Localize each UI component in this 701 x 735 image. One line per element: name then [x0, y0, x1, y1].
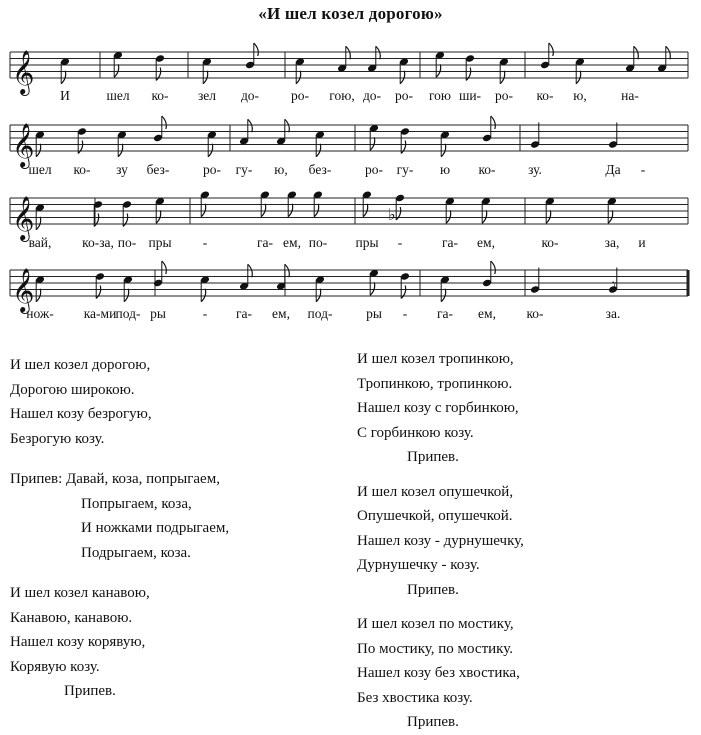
- lyric-syllable: Да: [605, 162, 621, 177]
- note-flag: [316, 289, 321, 302]
- note-flag: [666, 46, 671, 59]
- note-flag: [608, 210, 613, 223]
- note-flag: [114, 64, 119, 77]
- note-flag: [254, 43, 258, 56]
- lyric-syllable: ю: [439, 162, 451, 177]
- note-flag: [78, 141, 83, 154]
- verse-line: Дурнушечку - козу.: [357, 557, 480, 573]
- verse-line: Канавою, канавою.: [10, 609, 133, 626]
- lyric-syllable: -: [202, 306, 208, 321]
- lyrics-line: [0, 306, 701, 326]
- note-flag: [549, 43, 554, 56]
- note-flag: [61, 71, 65, 84]
- lyric-syllable: зу: [116, 162, 128, 177]
- note-flag: [124, 289, 129, 302]
- lyric-syllable: под-: [307, 306, 333, 321]
- verse-line: Нашел козу безрогую,: [10, 406, 152, 422]
- lyric-syllable: ро-: [365, 162, 383, 177]
- verse-1: [10, 353, 229, 451]
- verse-line: Давай, коза, попрыгаем,: [66, 471, 220, 487]
- verse-line: Нашел козу с горбинкою,: [357, 400, 519, 416]
- lyric-syllable: га-: [441, 235, 459, 250]
- note-flag: [203, 71, 208, 84]
- refrain-label: Припев:: [10, 471, 63, 487]
- lyric-syllable: за.: [605, 306, 621, 321]
- verse-line: Нашел козу - дурнушечку,: [357, 532, 524, 549]
- lyric-syllable: под-: [115, 306, 141, 321]
- note-flag: [296, 71, 301, 84]
- lyric-syllable: -: [402, 306, 408, 321]
- verses-left-column: [10, 353, 229, 704]
- lyric-syllable: гу-: [396, 162, 414, 177]
- note-flag: [546, 210, 551, 223]
- lyric-syllable: ем,: [272, 306, 290, 321]
- refrain-reference: Припев.: [407, 581, 459, 598]
- lyric-syllable: ро-: [203, 162, 221, 177]
- note-flag: [396, 207, 401, 220]
- lyric-syllable: га-: [235, 306, 253, 321]
- verse-line: Корявую козу.: [10, 658, 100, 675]
- lyric-syllable: ко-: [526, 306, 544, 321]
- verse-line: И шел козел опушечкой,: [357, 483, 514, 500]
- note-flag: [634, 46, 639, 59]
- treble-clef-icon: 𝄞: [12, 50, 35, 94]
- verse-line: Безрогую козу.: [10, 430, 105, 447]
- note-flag: [482, 210, 487, 223]
- verse-line: Подрыгаем, коза.: [81, 544, 191, 561]
- note-flag: [491, 116, 496, 129]
- note-flag: [162, 261, 167, 274]
- lyric-syllable: ко-: [536, 88, 554, 103]
- note-flag: [401, 141, 406, 154]
- note-flag: [208, 144, 213, 157]
- lyric-syllable: без-: [146, 162, 170, 177]
- note-flag: [248, 119, 253, 132]
- treble-clef-icon: 𝄞: [12, 268, 35, 312]
- note-flag: [376, 46, 381, 59]
- note-flag: [400, 71, 405, 84]
- verse-line: Опушечкой, опушечкой.: [357, 508, 513, 524]
- note-flag: [156, 68, 161, 81]
- refrain-block: [10, 467, 229, 565]
- lyric-syllable: ро-: [291, 88, 309, 103]
- note-flag: [285, 119, 290, 132]
- lyric-syllable: ко-: [73, 162, 91, 177]
- lyric-syllable: пры: [148, 235, 172, 250]
- verse-line: Тропинкою, тропинкою.: [357, 375, 513, 392]
- verse-line: И шел козел дорогою,: [10, 357, 151, 373]
- verse-4: [357, 480, 524, 603]
- note-flag: [36, 217, 41, 230]
- refrain-reference: Припев.: [64, 683, 116, 699]
- verse-line: Нашел козу без хвостика,: [357, 665, 520, 681]
- verse-line: С горбинкою козу.: [357, 424, 474, 441]
- verse-5: [357, 612, 524, 735]
- lyric-syllable: вай,: [28, 235, 52, 250]
- verse-line: И шел козел канавою,: [10, 585, 150, 601]
- note-flag: [370, 282, 375, 295]
- lyric-syllable: за,: [604, 235, 620, 250]
- treble-clef-icon: 𝄞: [12, 196, 35, 240]
- verse-line: И шел козел по мостику,: [357, 616, 514, 632]
- verses-right-column: [357, 347, 524, 735]
- lyric-syllable: гу-: [235, 162, 253, 177]
- lyric-syllable: ко-: [541, 235, 559, 250]
- note-flag: [288, 204, 293, 217]
- lyric-syllable: ши-: [458, 88, 482, 103]
- lyric-syllable: по-: [308, 235, 328, 250]
- note-flag: [261, 204, 266, 217]
- note-flag: [156, 210, 161, 223]
- lyric-syllable: ро-: [395, 88, 413, 103]
- song-title: «И шел козел дорогою»: [258, 4, 443, 23]
- eighth-rest-icon: 𝄾: [612, 275, 617, 294]
- lyric-syllable: ка-ми: [83, 306, 117, 321]
- note-flag: [118, 144, 123, 157]
- lyrics-line: [0, 88, 701, 108]
- refrain-reference: Припев.: [407, 449, 459, 465]
- lyric-syllable: ко-за,: [82, 235, 114, 250]
- lyrics-line: [0, 235, 701, 255]
- note-flag: [466, 68, 471, 81]
- lyric-syllable: до-: [362, 88, 382, 103]
- verse-line: По мостику, по мостику.: [357, 640, 513, 657]
- lyric-syllable: ко-: [151, 88, 169, 103]
- lyric-syllable: до-: [240, 88, 260, 103]
- refrain-reference: Припев.: [407, 714, 459, 730]
- verse-line: Дорогою широкою.: [10, 381, 135, 398]
- lyric-syllable: ем,: [478, 306, 496, 321]
- note-flag: [314, 204, 319, 217]
- lyric-syllable: пры: [355, 235, 379, 250]
- lyric-syllable: гою: [428, 88, 452, 103]
- note-flag: [436, 64, 441, 77]
- lyric-syllable: зу.: [528, 162, 542, 177]
- lyric-syllable: И: [60, 88, 70, 103]
- lyric-syllable: ем,: [477, 235, 495, 250]
- treble-clef-icon: 𝄞: [12, 123, 35, 167]
- lyric-syllable: -: [640, 162, 646, 177]
- lyric-syllable: га-: [256, 235, 274, 250]
- lyric-syllable: зел: [197, 88, 217, 103]
- lyric-syllable: ю,: [573, 88, 587, 103]
- note-flag: [36, 289, 41, 302]
- verse-line: Без хвостика козу.: [357, 689, 473, 706]
- note-flag: [441, 289, 446, 302]
- note-flag: [446, 210, 451, 223]
- lyric-syllable: шел: [106, 88, 130, 103]
- note-flag: [370, 137, 375, 150]
- verse-3: [357, 347, 524, 470]
- note-flag: [248, 264, 253, 277]
- note-flag: [346, 46, 351, 59]
- note-flag: [201, 289, 206, 302]
- note-flag: [576, 71, 581, 84]
- verse-2: [10, 581, 229, 704]
- note-flag: [96, 286, 101, 299]
- note-flag: [491, 261, 496, 274]
- verse-line: И ножками подрыгаем,: [81, 520, 230, 536]
- lyric-syllable: по-: [117, 235, 137, 250]
- note-flag: [316, 144, 321, 157]
- note-flag: [401, 286, 406, 299]
- lyric-syllable: гою,: [329, 88, 355, 103]
- lyric-syllable: без-: [308, 162, 332, 177]
- lyric-syllable: ро-: [495, 88, 513, 103]
- note-flag: [201, 204, 206, 217]
- note-flag: [441, 144, 446, 157]
- lyric-syllable: шел: [28, 162, 52, 177]
- verse-line: Нашел козу корявую,: [10, 634, 146, 650]
- lyric-syllable: и: [638, 235, 646, 250]
- lyrics-line: [0, 162, 701, 182]
- note-flag: [363, 204, 368, 217]
- verse-line: И шел козел тропинкою,: [357, 351, 514, 367]
- note-flag: [500, 71, 505, 84]
- lyric-syllable: -: [397, 235, 403, 250]
- lyric-syllable: ю,: [274, 162, 288, 177]
- lyric-syllable: ры: [366, 306, 382, 321]
- note-flag: [123, 214, 128, 227]
- lyric-syllable: ко-: [478, 162, 496, 177]
- lyric-syllable: га-: [436, 306, 454, 321]
- flat-sign-icon: ♭: [388, 205, 396, 224]
- lyric-syllable: на-: [621, 88, 639, 103]
- lyric-syllable: -: [202, 235, 208, 250]
- verse-line: Попрыгаем, коза,: [81, 495, 192, 512]
- lyric-syllable: ры: [150, 306, 166, 321]
- lyric-syllable: нож-: [26, 306, 54, 321]
- lyric-syllable: ем,: [283, 235, 301, 250]
- note-flag: [162, 116, 167, 129]
- note-flag: [36, 144, 41, 157]
